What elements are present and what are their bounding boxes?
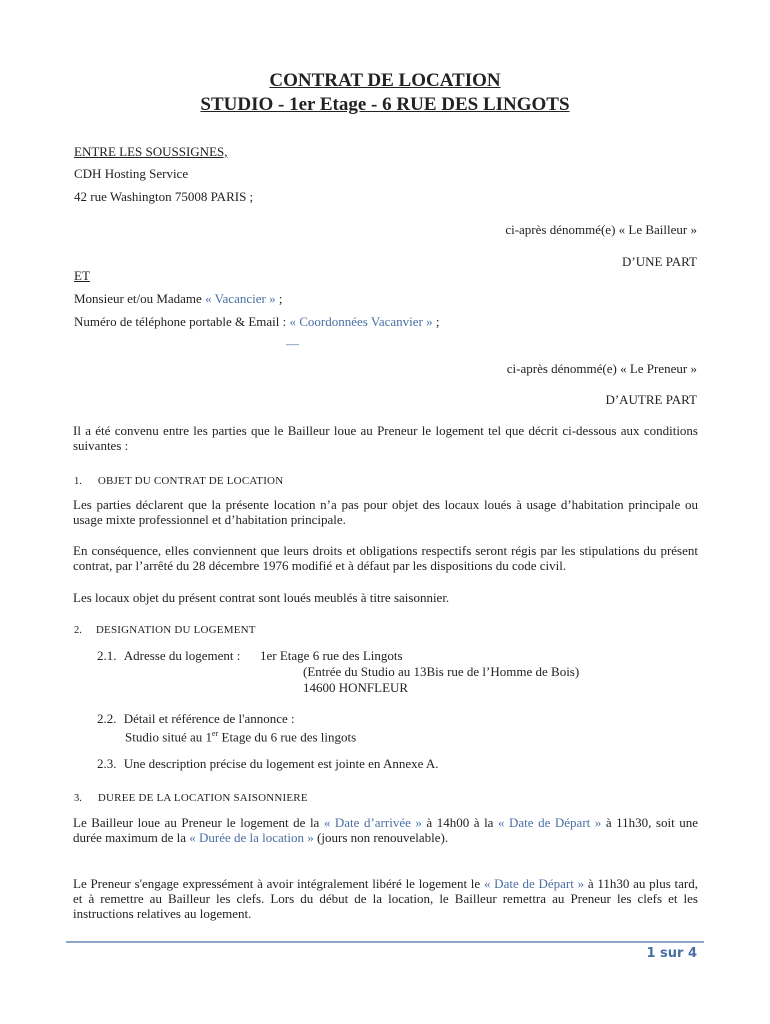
section-3-paragraph-2 bbox=[73, 876, 698, 921]
section-3-number: 3. bbox=[74, 793, 82, 804]
section-1-number: 1. bbox=[74, 476, 82, 487]
section-3-title: DUREE DE LA LOCATION SAISONNIERE bbox=[97, 792, 308, 804]
s3p1-text-a: Le Bailleur loue au Preneur le logement de la bbox=[73, 815, 324, 830]
section-1-title: OBJET DU CONTRAT DE LOCATION bbox=[97, 475, 284, 487]
section-3-heading bbox=[74, 788, 308, 806]
item-2-1 bbox=[97, 648, 240, 663]
phone-suffix: ; bbox=[432, 314, 440, 329]
s3p2-text-b: à 11h30 au plus tard, et à remettre au Bailleur les clefs. Lors du début de la location, le Bailleur remettra au Preneur les clefs et les instructions relatives au logement. bbox=[73, 876, 698, 921]
preneur-field: « Vacancier » bbox=[205, 291, 276, 306]
entre-heading: ENTRE LES SOUSSIGNES, bbox=[74, 144, 228, 159]
section-2-number: 2. bbox=[74, 625, 82, 636]
item-2-1-line3: 14600 HONFLEUR bbox=[303, 680, 409, 695]
date-arrivee-field: « Date d’arrivée » bbox=[323, 815, 422, 830]
date-depart-field-2: « Date de Départ » bbox=[483, 876, 585, 891]
une-part: D’UNE PART bbox=[622, 254, 697, 269]
section-1-heading bbox=[74, 471, 283, 489]
et-heading: ET bbox=[74, 268, 90, 283]
item-2-3 bbox=[97, 756, 439, 771]
page-number: 1 sur 4 bbox=[646, 946, 697, 961]
bailleur-address: 42 rue Washington 75008 PARIS ; bbox=[74, 189, 254, 204]
item-2-1-line2: (Entrée du Studio au 13Bis rue de l’Homme de Bois) bbox=[303, 664, 580, 679]
item-2-2-detail bbox=[125, 726, 356, 744]
s3p2-text-a: Le Preneur s'engage expressément à avoir intégralement libéré le logement le bbox=[73, 876, 484, 891]
document-title-line1: CONTRAT DE LOCATION bbox=[269, 70, 501, 91]
preneur-denomination: ci-après dénommé(e) « Le Preneur » bbox=[506, 361, 697, 376]
phone-label: Numéro de téléphone portable & Email : bbox=[74, 314, 287, 329]
section-1-paragraph-1: Les parties déclarent que la présente location n’a pas pour objet des locaux loués à usage d’habitation principale ou usage mixte professionnel et d’habitation principale. bbox=[73, 497, 698, 527]
s3p1-text-d: (jours non renouvelable). bbox=[313, 830, 449, 845]
blank-dash: — bbox=[286, 336, 299, 351]
section-2-title: DESIGNATION DU LOGEMENT bbox=[95, 624, 256, 636]
section-2-heading bbox=[74, 620, 256, 638]
item-2-1-line1: 1er Etage 6 rue des Lingots bbox=[260, 648, 403, 663]
item-2-3-text: Une description précise du logement est jointe en Annexe A. bbox=[123, 756, 439, 771]
phone-line bbox=[74, 314, 439, 329]
s3p1-text-b: à 14h00 à la bbox=[421, 815, 498, 830]
duree-location-field: « Durée de la location » bbox=[189, 830, 314, 845]
section-1-paragraph-2: En conséquence, elles conviennent que leurs droits et obligations respectifs seront régis par les stipulations du présent contrat, par l’arrêté du 28 décembre 1976 modifié et à défaut par les dispositions du code civil. bbox=[73, 543, 698, 573]
section-1-paragraph-3: Les locaux objet du présent contrat sont loués meublés à titre saisonnier. bbox=[73, 590, 450, 605]
autre-part: D’AUTRE PART bbox=[605, 392, 697, 407]
preneur-label: Monsieur et/ou Madame bbox=[74, 291, 202, 306]
item-2-2-detail-b: Etage du 6 rue des lingots bbox=[218, 729, 357, 745]
item-2-2-number: 2.2. bbox=[97, 711, 117, 726]
item-2-2-sup: er bbox=[212, 729, 219, 738]
item-2-2-detail-a: Studio situé au 1 bbox=[125, 729, 213, 745]
bailleur-denomination: ci-après dénommé(e) « Le Bailleur » bbox=[505, 222, 697, 237]
item-2-1-number: 2.1. bbox=[97, 648, 117, 663]
phone-field: « Coordonnées Vacanvier » bbox=[289, 314, 433, 329]
document-title-line2: STUDIO - 1er Etage - 6 RUE DES LINGOTS bbox=[200, 94, 570, 115]
s3p1-text-c: à 11h30, soit une durée maximum de la bbox=[73, 815, 699, 845]
preneur-suffix: ; bbox=[275, 291, 283, 306]
item-2-2 bbox=[97, 711, 295, 726]
section-3-paragraph-1 bbox=[73, 815, 698, 845]
preneur-line bbox=[74, 291, 282, 306]
item-2-2-label: Détail et référence de l'annonce : bbox=[123, 711, 295, 726]
intro-paragraph: Il a été convenu entre les parties que le Bailleur loue au Preneur le logement tel que décrit ci-dessous aux conditions suivantes : bbox=[73, 423, 698, 453]
item-2-1-label: Adresse du logement : bbox=[123, 648, 241, 663]
date-depart-field: « Date de Départ » bbox=[497, 815, 602, 830]
footer-rule bbox=[66, 941, 704, 943]
item-2-3-number: 2.3. bbox=[97, 756, 117, 771]
bailleur-name: CDH Hosting Service bbox=[74, 166, 189, 181]
